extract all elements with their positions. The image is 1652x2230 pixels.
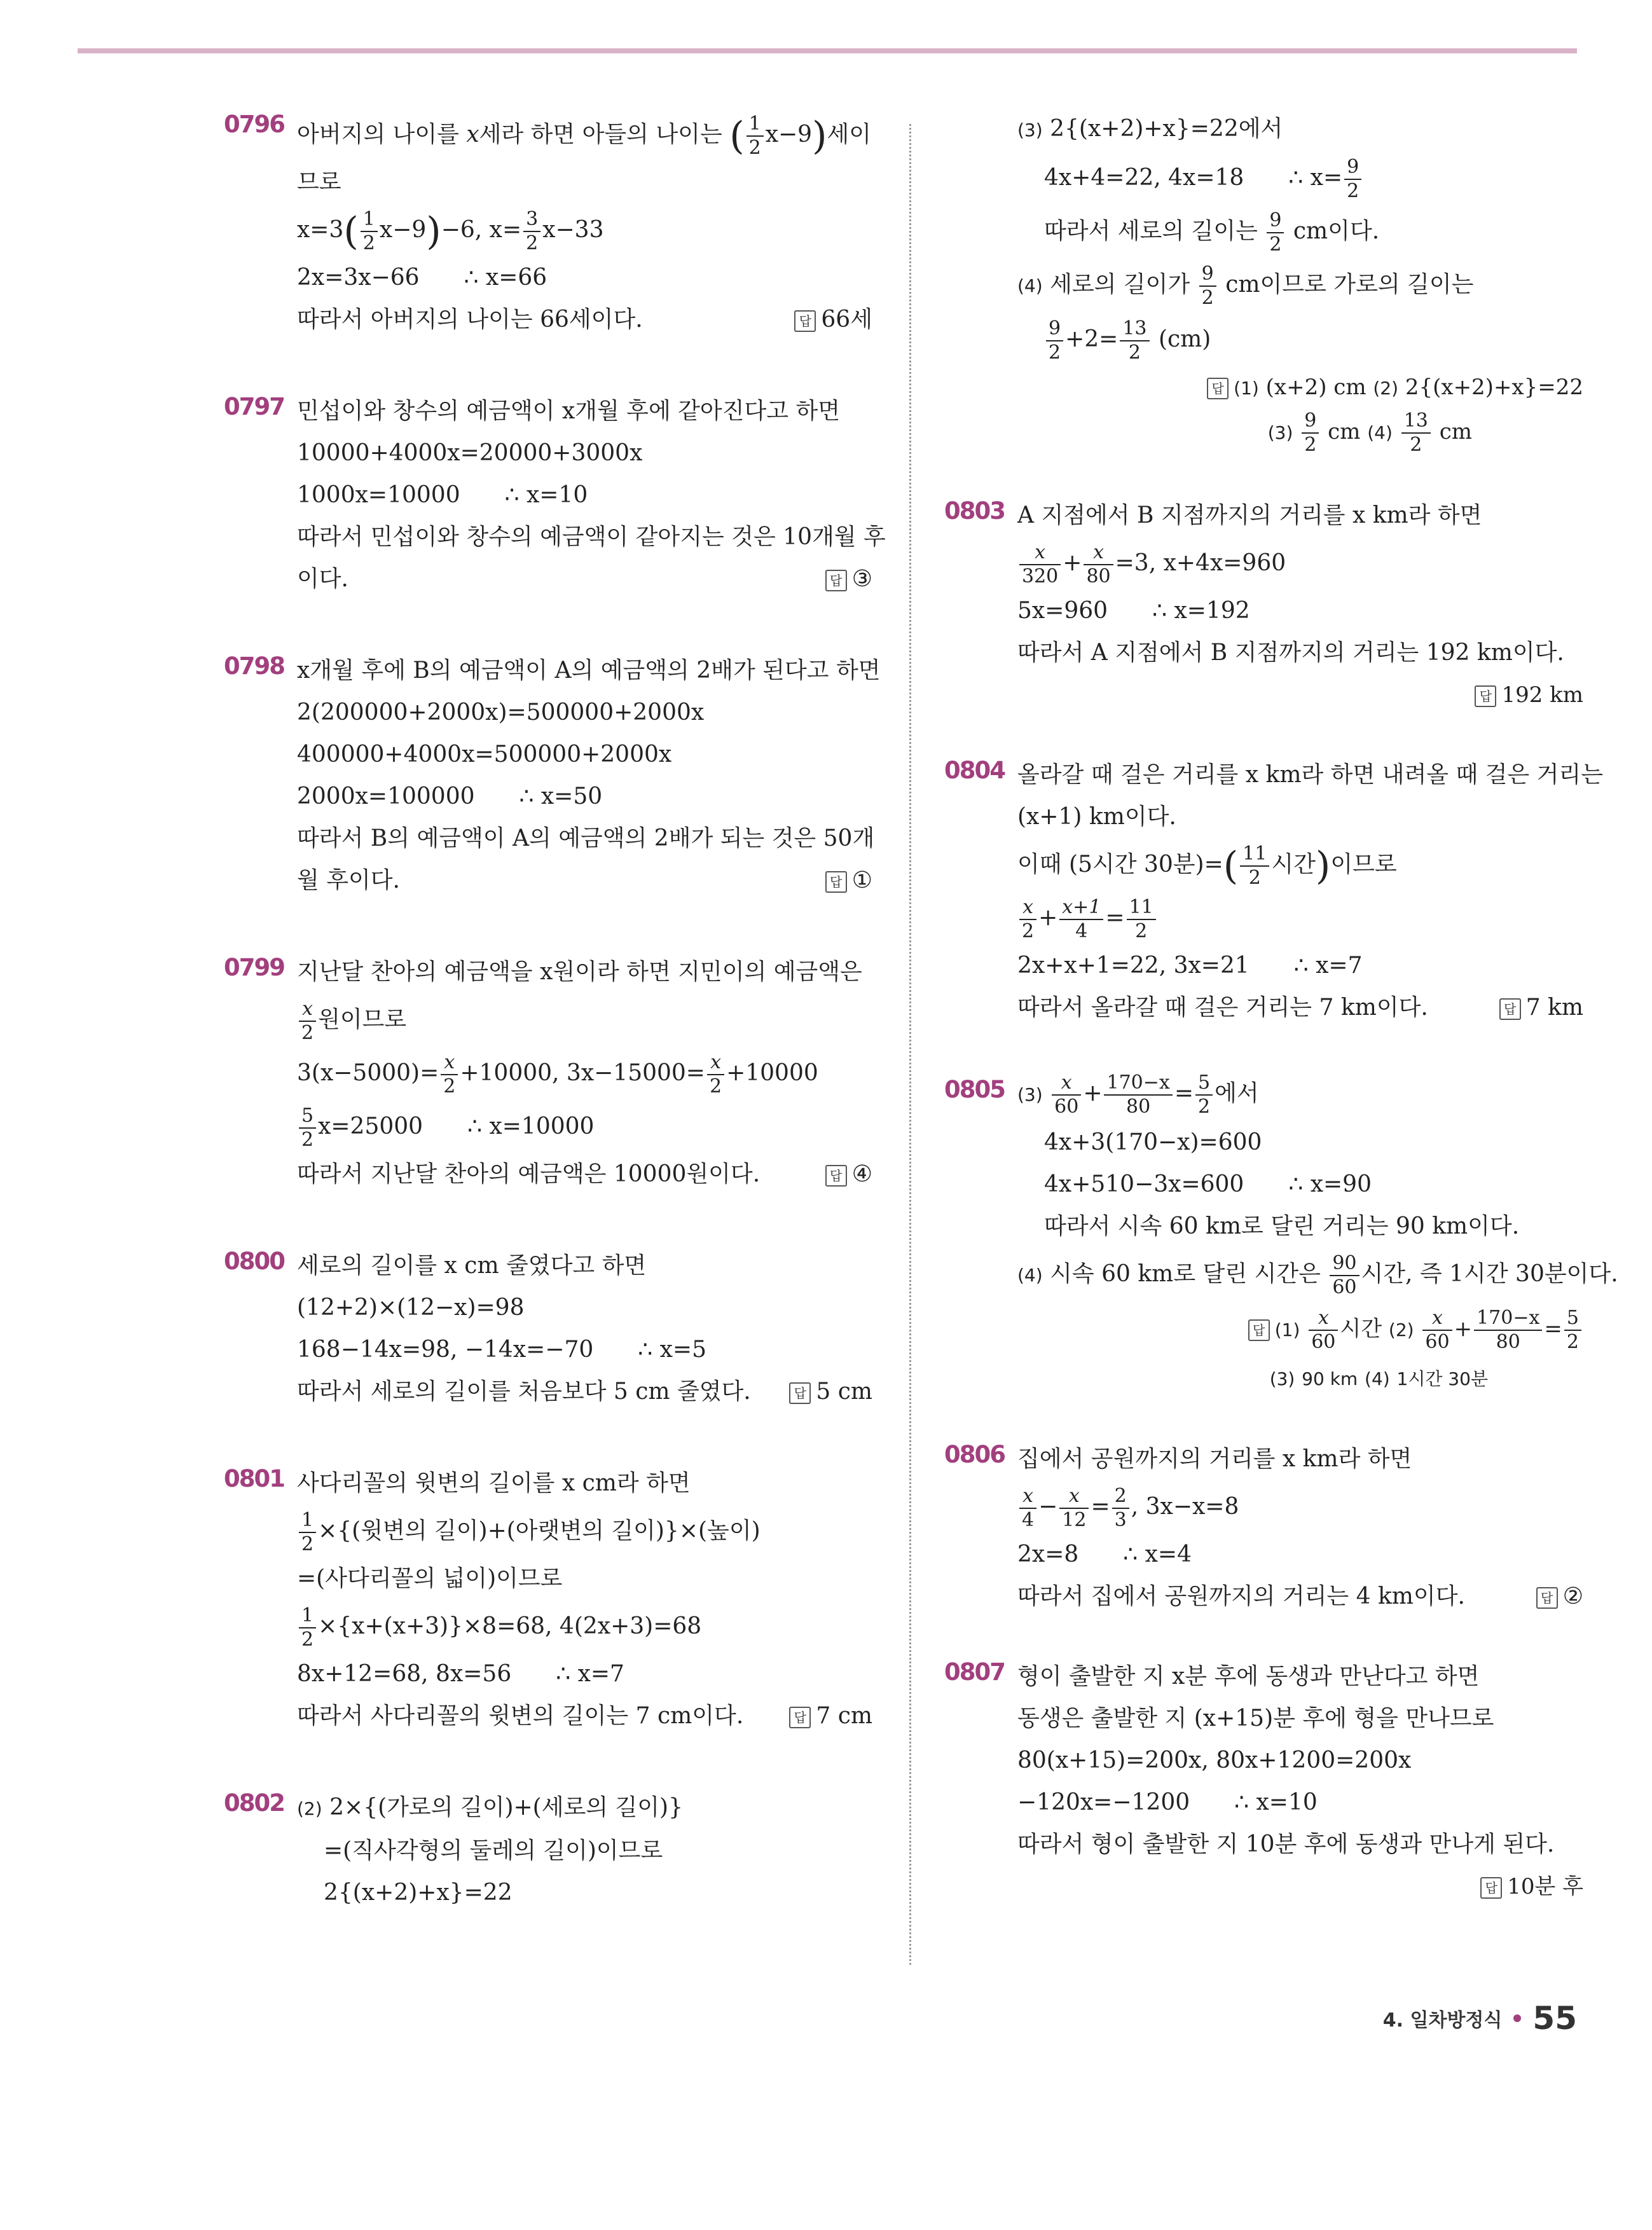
equation-line: 10000+4000x=20000+3000x xyxy=(297,440,643,466)
bullet-icon xyxy=(1513,2014,1521,2022)
problem-number: 0801 xyxy=(224,1465,284,1492)
equation-line: (4) 세로의 길이가 $\frac{9}{2}$ cm이므로 가로의 길이는 xyxy=(1017,263,1474,309)
answer: 답 10분 후 xyxy=(1017,1866,1583,1908)
equation-line: (3) $\frac{x}{60}$ + $\frac{170-x}{80}$ = $\frac{5}{2}$ 에서 xyxy=(1017,1071,1259,1118)
equation-line: −120x=−1200 ∴ x=10 xyxy=(1017,1789,1318,1815)
problem-0798 xyxy=(224,650,881,902)
equation-line: (2) 2×{(가로의 길이)+(세로의 길이)} xyxy=(297,1794,683,1820)
text-line: x개월 후에 B의 예금액이 A의 예금액의 2배가 된다고 하면 xyxy=(297,657,881,684)
equation-line: (12+2)×(12−x)=98 xyxy=(297,1295,525,1321)
equation-line: 1000x=10000 ∴ x=10 xyxy=(297,482,588,508)
text-line: 민섭이와 창수의 예금액이 x개월 후에 같아진다고 하면 xyxy=(297,398,841,424)
text-line: A 지점에서 B 지점까지의 거리를 x km라 하면 xyxy=(1017,502,1482,528)
problem-0806 xyxy=(944,1438,1583,1618)
equation-line: 4x+4=22, 4x=18 ∴ x= $\frac{9}{2}$ xyxy=(1017,151,1583,205)
conclusion-line: 이다. 답 ③ xyxy=(297,558,872,600)
chapter-title: 4. 일차방정식 xyxy=(1382,2009,1503,2032)
problem-number: 0799 xyxy=(224,954,284,981)
equation-line: 168−14x=98, −14x=−70 ∴ x=5 xyxy=(297,1337,706,1363)
answer: 답 7 cm xyxy=(789,1695,872,1737)
right-column xyxy=(944,108,1618,1908)
text-line: 집에서 공원까지의 거리를 x km라 하면 xyxy=(1017,1446,1412,1472)
equation-line: 4x+3(170−x)=600 xyxy=(1044,1129,1262,1155)
answer: (3) $\frac{9}{2}$ cm (4) $\frac{13}{2}$ cm xyxy=(1267,410,1472,456)
text-line: 동생은 출발한 지 (x+15)분 후에 형을 만나므로 xyxy=(1017,1705,1494,1731)
answer-box-icon: 답 xyxy=(1207,378,1229,399)
answer: 답 66세 xyxy=(794,299,872,341)
problem-0805 xyxy=(944,1067,1618,1400)
equation-line: 2x=3x−66 ∴ x=66 xyxy=(297,265,547,291)
equation-line: $\frac{x}{2}$ + $\frac{x+1}{4}$ = $\frac{11}{2}$ xyxy=(1017,891,1583,945)
equation-line: $\frac{1}{2}$ ×{(윗변의 길이)+(아랫변의 길이)}×(높이) xyxy=(297,1504,872,1558)
equation-line: 4x+510−3x=600 ∴ x=90 xyxy=(1044,1171,1372,1197)
conclusion-line: 따라서 민섭이와 창수의 예금액이 같아지는 것은 10개월 후 xyxy=(297,524,886,550)
page-footer xyxy=(1383,2000,1577,2037)
answer-box-icon: 답 xyxy=(789,1382,811,1404)
text-line: 아버지의 나이를 x세라 하면 아들의 나이는 ( $\frac{1}{2}$ x−9)세이 xyxy=(297,113,872,159)
problem-0807 xyxy=(944,1656,1583,1908)
answer-box-icon: 답 xyxy=(1475,685,1496,707)
answer-box-icon: 답 xyxy=(1536,1587,1558,1609)
answer: 답 7 km xyxy=(1499,987,1583,1029)
column-divider xyxy=(909,124,911,1965)
problem-number: 0804 xyxy=(944,757,1005,784)
answer: 답 ④ xyxy=(825,1153,872,1195)
equation-line: 2(200000+2000x)=500000+2000x xyxy=(297,699,705,726)
problem-0802-continued xyxy=(944,108,1583,457)
answer: 답 ③ xyxy=(825,558,872,600)
equation-line: 2x=8 ∴ x=4 xyxy=(1017,1541,1192,1567)
conclusion-line: 따라서 올라갈 때 걸은 거리는 7 km이다. 답 7 km xyxy=(1017,987,1583,1029)
answer: (3) 90 km (4) 1시간 30분 xyxy=(1269,1368,1488,1389)
conclusion-line: 따라서 세로의 길이는 $\frac{9}{2}$ cm이다. xyxy=(1044,209,1380,256)
problem-number: 0796 xyxy=(224,111,284,138)
problem-number: 0800 xyxy=(224,1248,284,1275)
problem-number: 0807 xyxy=(944,1658,1005,1686)
text-line: 형이 출발한 지 x분 후에 동생과 만난다고 하면 xyxy=(1017,1663,1480,1690)
conclusion-line: 따라서 시속 60 km로 달린 거리는 90 km이다. xyxy=(1044,1213,1520,1239)
answer-box-icon: 답 xyxy=(1499,998,1521,1020)
answer: 답 5 cm xyxy=(789,1371,872,1413)
problem-number: 0805 xyxy=(944,1076,1005,1103)
conclusion-line: 따라서 형이 출발한 지 10분 후에 동생과 만나게 된다. xyxy=(1017,1831,1555,1857)
equation-line: (3) 2{(x+2)+x}=22에서 xyxy=(1017,116,1283,142)
equation-line: $\frac{x}{320}$ + $\frac{x}{80}$ =3, x+4x=960 xyxy=(1017,537,1583,590)
answer: 답 (1) (x+2) cm (2) 2{(x+2)+x}=22 xyxy=(1017,366,1583,410)
problem-0797 xyxy=(224,390,886,600)
problem-number: 0803 xyxy=(944,497,1005,525)
answer-box-icon: 답 xyxy=(825,1165,847,1187)
problem-0799 xyxy=(224,951,872,1195)
equation-line: x=3( $\frac{1}{2}$ x−9)−6, x= $\frac{3}{2}$ x−33 xyxy=(297,208,604,254)
equation-line: $\frac{9}{2}$ +2= $\frac{13}{2}$ (cm) xyxy=(1017,313,1583,366)
text-line: 므로 xyxy=(297,169,341,195)
text-line: 사다리꼴의 윗변의 길이를 x cm라 하면 xyxy=(297,1470,691,1496)
answer-box-icon: 답 xyxy=(794,310,816,332)
fraction: $\frac{1}{2}$ xyxy=(747,113,764,160)
equation-line: 2000x=100000 ∴ x=50 xyxy=(297,783,603,809)
answer-box-icon: 답 xyxy=(825,871,847,893)
problem-number: 0806 xyxy=(944,1441,1005,1468)
conclusion-line: 따라서 사다리꼴의 윗변의 길이는 7 cm이다. 답 7 cm xyxy=(297,1695,872,1737)
text-line: 올라갈 때 걸은 거리를 x km라 하면 내려올 때 걸은 거리는 xyxy=(1017,762,1603,788)
equation-line: 3(x−5000)= $\frac{x}{2}$ +10000, 3x−15000= $\frac{x}{2}$ +10000 xyxy=(297,1051,818,1098)
answer-box-icon: 답 xyxy=(789,1707,811,1728)
conclusion-line: 따라서 아버지의 나이는 66세이다. 답 66세 xyxy=(297,299,872,341)
equation-line: 2{(x+2)+x}=22 xyxy=(324,1880,513,1906)
problem-0802 xyxy=(224,1787,872,1914)
problem-0800 xyxy=(224,1245,872,1413)
equation-line: 2x+x+1=22, 3x=21 ∴ x=7 xyxy=(1017,953,1363,979)
problem-number: 0798 xyxy=(224,652,284,680)
problem-0796 xyxy=(224,108,872,341)
left-column xyxy=(224,108,886,1914)
equation-line: =(사다리꼴의 넓이)이므로 xyxy=(297,1566,563,1592)
equation-line: 5x=960 ∴ x=192 xyxy=(1017,598,1250,624)
equation-line: $\frac{1}{2}$ ×{x+(x+3)}×8=68, 4(2x+3)=68 xyxy=(297,1600,872,1653)
equation-line: $\frac{5}{2}$ x=25000 ∴ x=10000 xyxy=(297,1100,872,1153)
top-accent-bar xyxy=(78,48,1577,53)
conclusion-line: 따라서 세로의 길이를 처음보다 5 cm 줄였다. 답 5 cm xyxy=(297,1371,872,1413)
text-line: 세로의 길이를 x cm 줄였다고 하면 xyxy=(297,1253,647,1279)
problem-number: 0797 xyxy=(224,393,284,420)
equation-line: 80(x+15)=200x, 80x+1200=200x xyxy=(1017,1747,1412,1773)
equation-line: 400000+4000x=500000+2000x xyxy=(297,741,672,767)
equation-line: 8x+12=68, 8x=56 ∴ x=7 xyxy=(297,1661,624,1687)
equation-line: 이때 (5시간 30분)=( $\frac{11}{2}$ 시간)이므로 xyxy=(1017,843,1397,889)
problem-0803 xyxy=(944,495,1583,716)
answer-box-icon: 답 xyxy=(1248,1319,1270,1341)
equation-line: $\frac{x}{4}$ − $\frac{x}{12}$ = $\frac{2}{3}$ , 3x−x=8 xyxy=(1017,1480,1583,1534)
problem-0804 xyxy=(944,754,1603,1029)
answer: 답 ① xyxy=(825,860,872,902)
conclusion-line: 월 후이다. 답 ① xyxy=(297,860,872,902)
conclusion-line: 따라서 지난달 찬아의 예금액은 10000원이다. 답 ④ xyxy=(297,1153,872,1195)
answer-box-icon: 답 xyxy=(825,570,847,591)
answer: 답 ② xyxy=(1536,1576,1583,1618)
conclusion-line: 따라서 A 지점에서 B 지점까지의 거리는 192 km이다. xyxy=(1017,640,1564,666)
answer: 답 (1) $\frac{x}{60}$ 시간 (2) $\frac{x}{60}$ + $\frac{170-x}{80}$ = $\frac{5}{2}$ xyxy=(1017,1302,1583,1357)
text-line: 지난달 찬아의 예금액을 x원이라 하면 지민이의 예금액은 xyxy=(297,959,862,985)
answer-box-icon: 답 xyxy=(1480,1877,1502,1899)
problem-number: 0802 xyxy=(224,1789,284,1817)
conclusion-line: 따라서 집에서 공원까지의 거리는 4 km이다. 답 ② xyxy=(1017,1576,1583,1618)
text-line: (x+1) km이다. xyxy=(1017,804,1176,830)
equation-line: (4) 시속 60 km로 달린 시간은 $\frac{90}{60}$ 시간, 즉 1시간 30분이다. xyxy=(1017,1252,1618,1298)
page-number: 55 xyxy=(1532,2000,1577,2037)
text-line: $\frac{x}{2}$ 원이므로 xyxy=(297,993,872,1047)
conclusion-line: 따라서 B의 예금액이 A의 예금액의 2배가 되는 것은 50개 xyxy=(297,825,875,851)
problem-0801 xyxy=(224,1463,872,1737)
answer: 답 192 km xyxy=(1017,674,1583,716)
equation-line: =(직사각형의 둘레의 길이)이므로 xyxy=(324,1838,663,1864)
